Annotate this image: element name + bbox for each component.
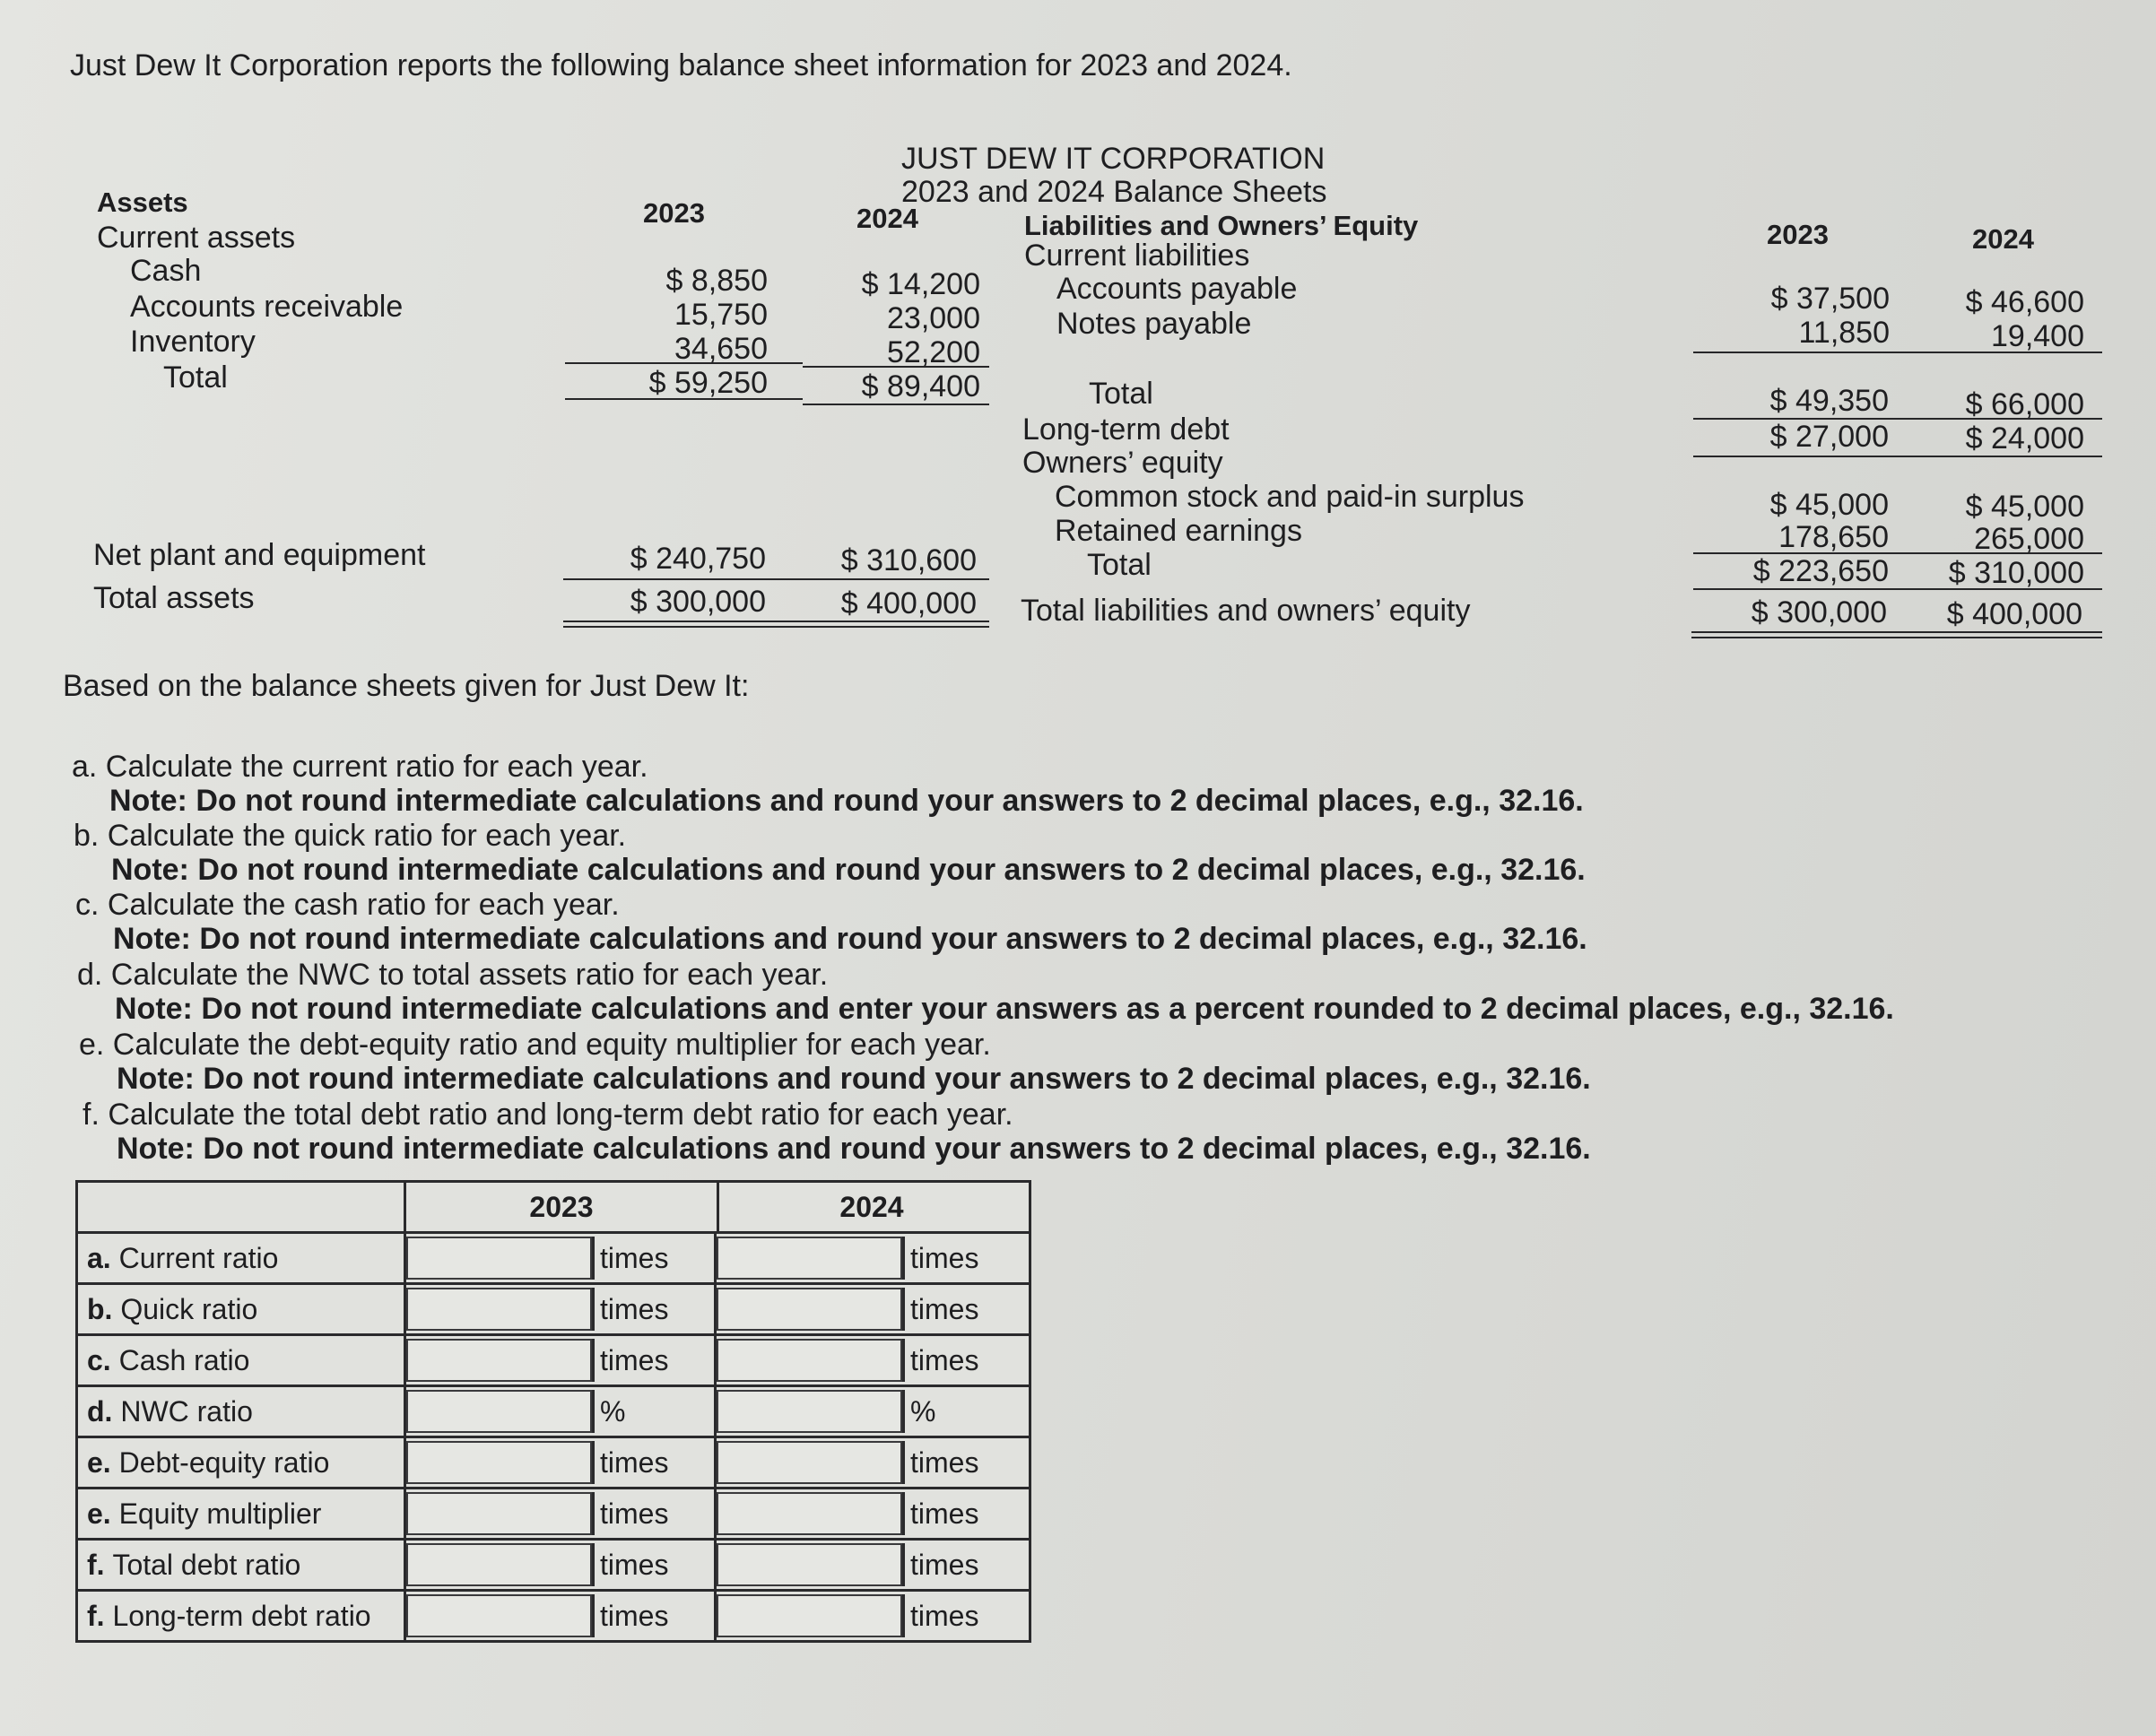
inventory-2023: 34,650	[674, 332, 768, 366]
equity-total-2023: $ 223,650	[1752, 554, 1889, 588]
ltd-upper-rule	[1693, 418, 2102, 420]
current-assets-label: Current assets	[97, 221, 296, 255]
answer-unit: times	[595, 1592, 717, 1640]
total-liabilities-equity-label: Total liabilities and owners’ equity	[1021, 594, 1471, 628]
current-ratio-2024-input[interactable]	[717, 1237, 905, 1280]
ltd-lower-rule	[1693, 456, 2102, 457]
total-assets-double-rule	[563, 621, 989, 628]
answer-unit: times	[595, 1234, 717, 1282]
common-stock-2024: $ 45,000	[1965, 490, 2084, 524]
answer-unit: times	[910, 1548, 979, 1581]
answer-label: e. Debt-equity ratio	[78, 1438, 406, 1487]
answer-unit: %	[910, 1394, 936, 1428]
accounts-payable-2024: $ 46,600	[1965, 285, 2084, 319]
note-f: Note: Do not round intermediate calculations and round your answers to 2 decimal places, e.g., 32.16.	[117, 1132, 1591, 1166]
assets-year-2023: 2023	[643, 197, 705, 229]
debt-equity-ratio-2023-input[interactable]	[406, 1441, 595, 1484]
answer-unit: times	[910, 1343, 979, 1376]
accounts-receivable-2024: 23,000	[887, 301, 980, 335]
debt-equity-ratio-2024-input[interactable]	[717, 1441, 905, 1484]
total-liabilities-equity-2023: $ 300,000	[1751, 595, 1887, 629]
answer-row-quick-ratio	[78, 1282, 1029, 1333]
answer-row-equity-multiplier	[78, 1487, 1029, 1538]
answer-year-2023: 2023	[406, 1183, 719, 1231]
retained-earnings-label: Retained earnings	[1055, 514, 1302, 548]
answer-unit: times	[595, 1285, 717, 1333]
answer-table	[75, 1180, 1031, 1643]
cash-2023: $ 8,850	[665, 264, 768, 298]
liabilities-year-2023: 2023	[1767, 219, 1829, 250]
liabilities-heading: Liabilities and Owners’ Equity	[1024, 210, 1419, 241]
balance-sheet-subtitle: 2023 and 2024 Balance Sheets	[901, 175, 1327, 209]
notes-payable-2024: 19,400	[1991, 319, 2084, 353]
accounts-receivable-label: Accounts receivable	[130, 290, 404, 324]
cash-ratio-2023-input[interactable]	[406, 1339, 595, 1382]
owners-equity-label: Owners’ equity	[1022, 446, 1223, 480]
accounts-payable-2023: $ 37,500	[1770, 282, 1890, 316]
retained-earnings-2024: 265,000	[1974, 522, 2084, 556]
long-term-debt-label: Long-term debt	[1022, 412, 1230, 447]
total-debt-ratio-2024-input[interactable]	[717, 1543, 905, 1586]
nwc-ratio-2024-input[interactable]	[717, 1390, 905, 1433]
answer-row-total-debt-ratio	[78, 1538, 1029, 1589]
question-b: b. Calculate the quick ratio for each year.	[74, 819, 627, 853]
answer-row-nwc-ratio	[78, 1384, 1029, 1436]
long-term-debt-2023: $ 27,000	[1769, 420, 1889, 454]
current-ratio-2023-input[interactable]	[406, 1237, 595, 1280]
total-liabilities-double-rule	[1691, 631, 2102, 638]
cash-label: Cash	[130, 254, 202, 288]
long-term-debt-ratio-2023-input[interactable]	[406, 1594, 595, 1637]
answer-label: c. Cash ratio	[78, 1336, 406, 1384]
answer-label: a. Current ratio	[78, 1234, 406, 1282]
answer-row-debt-equity-ratio	[78, 1436, 1029, 1487]
notes-payable-label: Notes payable	[1056, 307, 1252, 341]
current-assets-total-2024: $ 89,400	[861, 369, 980, 404]
answer-unit: times	[595, 1438, 717, 1487]
current-assets-total-label: Total	[163, 360, 228, 395]
net-plant-rule	[563, 578, 989, 580]
accounts-payable-label: Accounts payable	[1056, 272, 1298, 306]
current-liabilities-rule	[1693, 352, 2102, 353]
equity-total-label: Total	[1087, 548, 1152, 582]
based-on-text: Based on the balance sheets given for Just Dew It:	[63, 669, 750, 703]
answer-unit: times	[910, 1292, 979, 1325]
equity-total-2024: $ 310,000	[1948, 556, 2084, 590]
current-liabilities-total-2023: $ 49,350	[1769, 384, 1889, 418]
equity-total-rule	[1693, 588, 2102, 590]
total-debt-ratio-2023-input[interactable]	[406, 1543, 595, 1586]
answer-unit: times	[910, 1241, 979, 1274]
answer-label: d. NWC ratio	[78, 1387, 406, 1436]
common-stock-label: Common stock and paid-in surplus	[1055, 480, 1525, 514]
answer-unit: times	[595, 1541, 717, 1589]
answer-table-header	[78, 1183, 1029, 1231]
liabilities-year-2024: 2024	[1972, 223, 2034, 255]
total-assets-label: Total assets	[93, 581, 255, 615]
assets-heading: Assets	[97, 187, 188, 218]
total-rule-2024	[803, 404, 989, 405]
net-plant-2024: $ 310,600	[840, 543, 977, 577]
total-liabilities-equity-2024: $ 400,000	[1946, 597, 2082, 631]
nwc-ratio-2023-input[interactable]	[406, 1390, 595, 1433]
note-d: Note: Do not round intermediate calculations and enter your answers as a percent rounded to 2 decimal places, e.g., 32.16.	[115, 992, 1894, 1026]
long-term-debt-2024: $ 24,000	[1965, 421, 2084, 456]
answer-year-2024: 2024	[839, 1190, 904, 1223]
long-term-debt-ratio-2024-input[interactable]	[717, 1594, 905, 1637]
answer-row-current-ratio	[78, 1231, 1029, 1282]
quick-ratio-2023-input[interactable]	[406, 1288, 595, 1331]
inventory-2024: 52,200	[887, 335, 980, 369]
answer-label: b. Quick ratio	[78, 1285, 406, 1333]
note-e: Note: Do not round intermediate calculations and round your answers to 2 decimal places, e.g., 32.16.	[117, 1062, 1591, 1096]
note-b: Note: Do not round intermediate calculations and round your answers to 2 decimal places, e.g., 32.16.	[111, 853, 1586, 887]
current-liabilities-total-2024: $ 66,000	[1965, 387, 2084, 421]
answer-label: f. Total debt ratio	[78, 1541, 406, 1589]
note-a: Note: Do not round intermediate calculations and round your answers to 2 decimal places, e.g., 32.16.	[109, 784, 1584, 818]
accounts-receivable-2023: 15,750	[674, 298, 768, 332]
question-c: c. Calculate the cash ratio for each year.	[75, 888, 620, 922]
answer-unit: times	[595, 1489, 717, 1538]
assets-year-2024: 2024	[856, 203, 918, 234]
question-a: a. Calculate the current ratio for each year.	[72, 750, 648, 784]
answer-unit: times	[910, 1445, 979, 1479]
total-assets-2024: $ 400,000	[840, 586, 977, 621]
answer-unit: times	[910, 1599, 979, 1632]
answer-unit: times	[595, 1336, 717, 1384]
net-plant-label: Net plant and equipment	[93, 538, 426, 572]
current-liabilities-total-label: Total	[1089, 377, 1153, 411]
answer-label: e. Equity multiplier	[78, 1489, 406, 1538]
intro-text: Just Dew It Corporation reports the following balance sheet information for 2023 and 2024.	[70, 48, 1292, 82]
cash-2024: $ 14,200	[861, 267, 980, 301]
retained-earnings-2023: 178,650	[1778, 520, 1889, 554]
company-title: JUST DEW IT CORPORATION	[901, 142, 1326, 176]
cash-ratio-2024-input[interactable]	[717, 1339, 905, 1382]
net-plant-2023: $ 240,750	[630, 542, 766, 576]
answer-unit: times	[910, 1497, 979, 1530]
question-f: f. Calculate the total debt ratio and long-term debt ratio for each year.	[83, 1098, 1013, 1132]
subtotal-rule-2024	[803, 366, 989, 368]
notes-payable-2023: 11,850	[1798, 316, 1890, 350]
equity-multiplier-2024-input[interactable]	[717, 1492, 905, 1535]
question-d: d. Calculate the NWC to total assets ratio for each year.	[77, 958, 829, 992]
subtotal-rule-2023	[565, 362, 803, 364]
answer-table-corner	[78, 1183, 406, 1231]
answer-row-long-term-debt-ratio	[78, 1589, 1029, 1640]
answer-row-cash-ratio	[78, 1333, 1029, 1384]
note-c: Note: Do not round intermediate calculations and round your answers to 2 decimal places, e.g., 32.16.	[113, 922, 1587, 956]
question-e: e. Calculate the debt-equity ratio and equity multiplier for each year.	[79, 1028, 991, 1062]
total-assets-2023: $ 300,000	[630, 585, 766, 619]
total-rule-2023	[565, 398, 803, 400]
answer-label: f. Long-term debt ratio	[78, 1592, 406, 1640]
quick-ratio-2024-input[interactable]	[717, 1288, 905, 1331]
common-stock-2023: $ 45,000	[1769, 488, 1889, 522]
current-liabilities-label: Current liabilities	[1024, 239, 1250, 273]
answer-unit: %	[595, 1387, 717, 1436]
current-assets-total-2023: $ 59,250	[648, 366, 768, 400]
inventory-label: Inventory	[130, 325, 256, 359]
equity-multiplier-2023-input[interactable]	[406, 1492, 595, 1535]
